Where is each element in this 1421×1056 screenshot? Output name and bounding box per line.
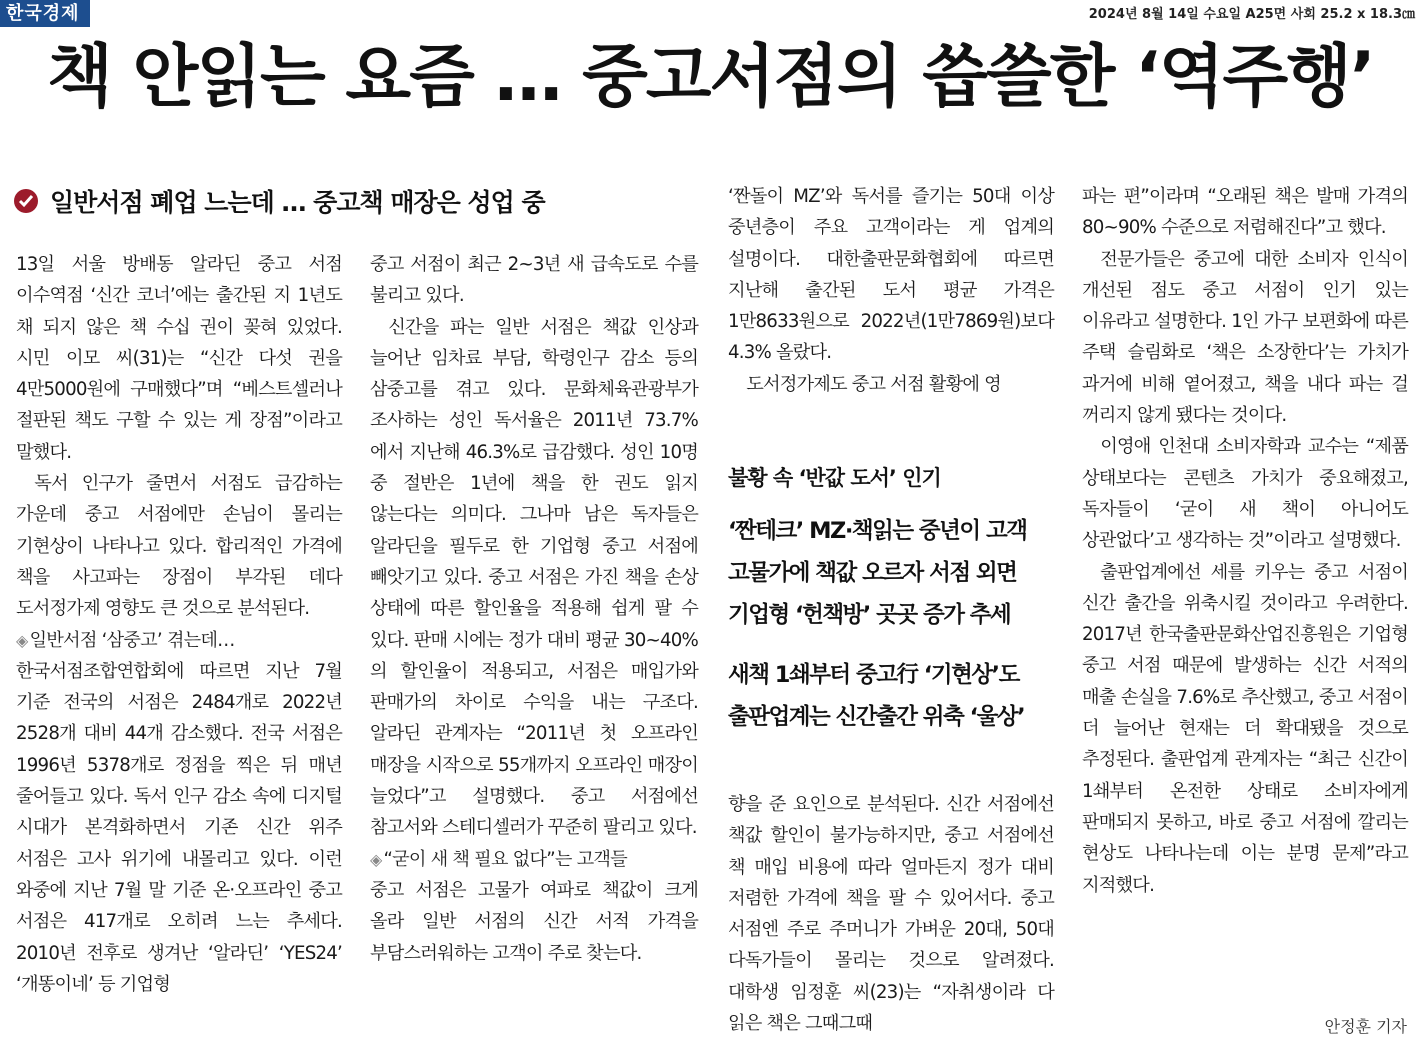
article-column-2 [370, 249, 698, 969]
summary-line: 고물가에 책값 오르자 서점 외면 [728, 560, 1017, 586]
paragraph: 독서 인구가 줄면서 서점도 급감하는 가운데 중고 서점에만 손님이 몰리는 기현상이 나타나고 있다. 합리적인 가격에 책을 사고파는 장점이 부각된 데다 도서정가제 영향도 큰 것으로 분석된다. [16, 473, 342, 620]
paragraph: 13일 서울 방배동 알라딘 중고 서점 이수역점 ‘신간 코너’에는 출간된 지 1년도 채 되지 않은 책 수십 권이 꽂혀 있었다. 시민 이모 씨(31)는 “신간 다섯 권을 4만5000원에 구매했다”며 “베스트셀러나 절판된 책도 구할 수 있는 게 장점”이라고 말했다. [16, 254, 342, 463]
paragraph: 중고 서점이 최근 2~3년 새 급속도로 수를 불리고 있다. [370, 254, 698, 307]
diamond-bullet-icon: ◈ [16, 630, 28, 650]
summary-line: 새책 1쇄부터 중고行 ‘기현상’도 [728, 662, 1019, 688]
section-subheadline-text: 일반서점 폐업 느는데 … 중고책 매장은 성업 중 [50, 188, 545, 217]
paragraph: 파는 편”이라며 “오래된 책은 발매 가격의 80~90% 수준으로 저렴해진다”고 했다. [1082, 186, 1408, 239]
article-column-3-bottom [728, 789, 1054, 1039]
paragraph: 이영애 인천대 소비자학과 교수는 “제품 상태보다는 콘텐츠 가치가 중요해졌고, 독자들이 ‘굳이 새 책이 아니어도 상관없다’고 생각하는 것”이라고 설명했다. [1082, 436, 1408, 552]
paragraph: 신간을 파는 일반 서점은 책값 인상과 늘어난 임차료 부담, 학령인구 감소 등의 삼중고를 겪고 있다. 문화체육관광부가 조사하는 성인 독서율은 2011년 73.7%에서 지난해 46.3%로 급감했다. 성인 10명 중 절반은 1년에 책을 한 권도 읽지 않는다는 의미다. 그나마 남은 독자들은 알라딘을 필두로 한 기업형 중고 서점에 빼앗기고 있다. 중고 서점은 가진 책을 손상 상태에 따른 할인율을 적용해 쉽게 팔 수 있다. 판매 시에는 정가 대비 평균 30~40%의 할인율이 적용되고, 서점은 매입가와 판매가의 차이로 수익을 내는 구조다. 알라딘 관계자는 “2011년 첫 오프라인 매장을 시작으로 55개까지 오프라인 매장이 늘었다”고 설명했다. 중고 서점에선 참고서와 스테디셀러가 꾸준히 팔리고 있다. [370, 316, 698, 839]
paragraph: 중고 서점은 고물가 여파로 책값이 크게 올라 일반 서점의 신간 서적 가격을 부담스러워하는 고객이 주로 찾는다. [370, 879, 698, 964]
paragraph: ‘짠돌이 MZ’와 독서를 즐기는 50대 이상 중년층이 주요 고객이라는 게 업계의 설명이다. 대한출판문화협회에 따르면 지난해 출간된 도서 평균 가격은 1만8633원으로 2022년(1만7869원)보다 4.3% 올랐다. [728, 186, 1054, 364]
paragraph: 전문가들은 중고에 대한 소비자 인식이 개선된 점도 중고 서점이 인기 있는 이유라고 설명한다. 1인 가구 보편화에 따른 주택 슬림화로 ‘책은 소장한다’는 가치가 과거에 비해 옅어졌고, 책을 내다 파는 걸 꺼리지 않게 됐다는 것이다. [1082, 248, 1408, 427]
article-column-3-top [728, 181, 1054, 400]
reporter-byline: 안정훈 기자 [1324, 1017, 1407, 1036]
summary-line: 기업형 ‘헌책방’ 곳곳 증가 추세 [728, 602, 1011, 628]
sub-heading-text: “굳이 새 책 필요 없다”는 고객들 [383, 848, 627, 870]
headline: 책 안읽는 요즘 … 중고서점의 씁쓸한 ‘역주행’ [47, 38, 1374, 117]
sub-heading [16, 625, 342, 656]
sub-heading-text: 일반서점 ‘삼중고’ 겪는데… [29, 629, 235, 651]
article-column-4 [1082, 181, 1408, 901]
paragraph: 출판업계에선 세를 키우는 중고 서점이 신간 출간을 위축시킬 것이라고 우려한다. 2017년 한국출판문화산업진흥원은 기업형 중고 서점 때문에 발생하는 신간 서적의 매출 손실을 7.6%로 추산했고, 중고 서점이 더 늘어난 현재는 더 확대됐을 것으로 추정된다. 출판업계 관계자는 “최근 신간이 1쇄부터 온전한 상태로 소비자에게 판매되지 못하고, 바로 중고 서점에 깔리는 현상도 나타나는데 이는 분명 문제”라고 지적했다. [1082, 561, 1408, 896]
summary-line: 출판업계는 신간출간 위축 ‘울상’ [728, 704, 1025, 730]
diamond-bullet-icon: ◈ [370, 849, 382, 869]
newspaper-logo: 한국경제 [0, 0, 90, 27]
publication-info: 2024년 8월 14일 수요일 A25면 사회 25.2 x 18.3㎝ [1088, 7, 1415, 22]
paragraph: 향을 준 요인으로 분석된다. 신간 서점에선 책값 할인이 불가능하지만, 중고 서점에선 책 매입 비용에 따라 얼마든지 정가 대비 저렴한 가격에 책을 팔 수 있어서다. 중고 서점엔 주로 주머니가 가벼운 20대, 50대 다독가들이 몰리는 것으로 알려졌다. 대학생 임정훈 씨(23)는 “자취생이라 다 읽은 책은 그때그때 [728, 794, 1054, 1035]
summary-title: 불황 속 ‘반값 도서’ 인기 [728, 466, 941, 490]
paragraph: 한국서점조합연합회에 따르면 지난 7월 기준 전국의 서점은 2484개로 2022년 2528개 대비 44개 감소했다. 전국 서점은 1996년 5378개로 정점을 찍은 뒤 매년 줄어들고 있다. 독서 인구 감소 속에 디지털 시대가 본격화하면서 기존 신간 위주 서점은 고사 위기에 내몰리고 있다. 이런 와중에 지난 7월 말 기준 온·오프라인 중고 서점은 417개로 오히려 느는 추세다. 2010년 전후로 생겨난 ‘알라딘’ ‘YES24’ ‘개똥이네’ 등 기업형 [16, 660, 342, 995]
check-circle-icon [14, 189, 38, 213]
paragraph: 도서정가제도 중고 서점 활황에 영 [746, 373, 1001, 395]
sub-heading [370, 844, 698, 875]
section-subheadline [14, 183, 545, 219]
article-column-1 [16, 249, 342, 1000]
summary-line: ‘짠테크’ MZ·책읽는 중년이 고객 [728, 518, 1027, 544]
summary-box [728, 462, 1058, 738]
